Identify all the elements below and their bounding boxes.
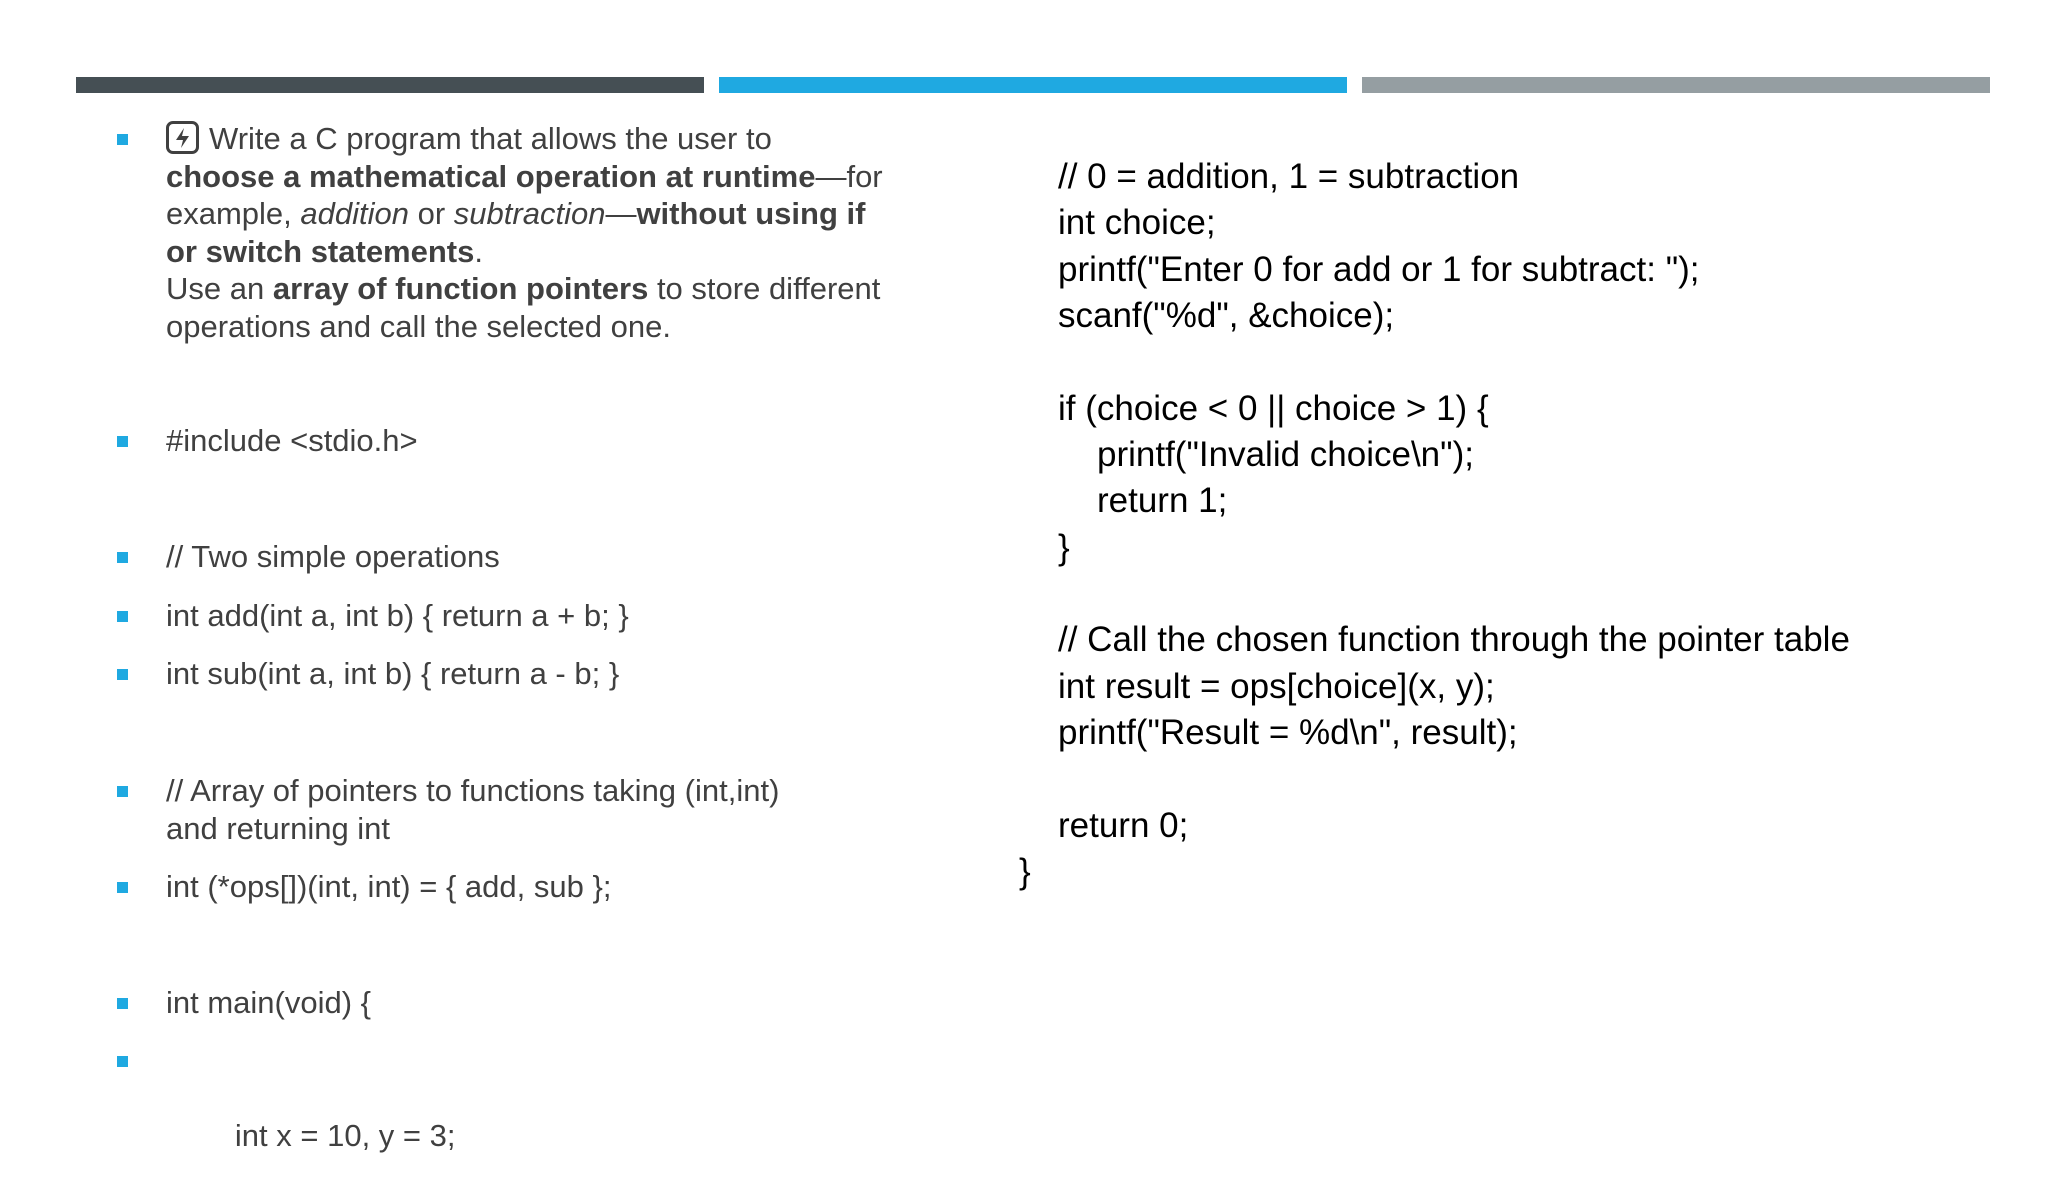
code-line: printf("Enter 0 for add or 1 for subtract: ");: [1058, 250, 1700, 289]
code-line: printf("Result = %d\n", result);: [1058, 713, 1518, 752]
header-bar-blue: [719, 77, 1347, 93]
bullet-icon: [117, 611, 128, 622]
task-line-1: Write a C program that allows the user to: [166, 120, 896, 158]
code-comment-ops: // Two simple operations: [166, 538, 896, 576]
code-line: return 1;: [1097, 481, 1228, 520]
bullet-icon: [117, 669, 128, 680]
code-add-fn: int add(int a, int b) { return a + b; }: [166, 597, 896, 635]
bullet-icon: [117, 1056, 128, 1067]
code-line: }: [1058, 528, 1070, 567]
code-ops-decl: int (*ops[])(int, int) = { add, sub };: [166, 868, 896, 906]
code-include: #include <stdio.h>: [166, 422, 896, 460]
code-main-decl: int main(void) {: [166, 984, 896, 1022]
code-line: int choice;: [1058, 203, 1216, 242]
header-bar-dark: [76, 77, 704, 93]
task-line-2: choose a mathematical operation at runtime—for: [166, 158, 883, 194]
bullet-icon: [117, 882, 128, 893]
number-4-keycap-icon: [166, 121, 199, 154]
code-line: if (choice < 0 || choice > 1) {: [1058, 389, 1489, 428]
code-line: // Call the chosen function through the pointer table: [1058, 620, 1850, 659]
bullet-icon: [117, 998, 128, 1009]
code-line: return 0;: [1058, 806, 1189, 845]
code-vars-decl: int x = 10, y = 3;: [166, 1042, 896, 1192]
code-sub-fn: int sub(int a, int b) { return a - b; }: [166, 655, 896, 693]
code-line: int result = ops[choice](x, y);: [1058, 667, 1495, 706]
header-bar-gray: [1362, 77, 1990, 93]
code-line: scanf("%d", &choice);: [1058, 296, 1395, 335]
task-description: [166, 120, 896, 345]
bullet-icon: [117, 436, 128, 447]
bullet-icon: [117, 786, 128, 797]
code-line: printf("Invalid choice\n");: [1097, 435, 1474, 474]
bullet-icon: [117, 134, 128, 145]
task-line-5: Use an array of function pointers to store different: [166, 271, 881, 306]
task-line-4: or switch statements.: [166, 233, 483, 269]
code-line: // 0 = addition, 1 = subtraction: [1058, 157, 1520, 196]
code-line: }: [1019, 852, 1031, 891]
task-line-3: example, addition or subtraction—without using if: [166, 196, 866, 231]
task-line-6: operations and call the selected one.: [166, 308, 671, 344]
bullet-icon: [117, 552, 128, 563]
code-comment-array: // Array of pointers to functions taking (int,int) and returning int: [166, 772, 896, 847]
